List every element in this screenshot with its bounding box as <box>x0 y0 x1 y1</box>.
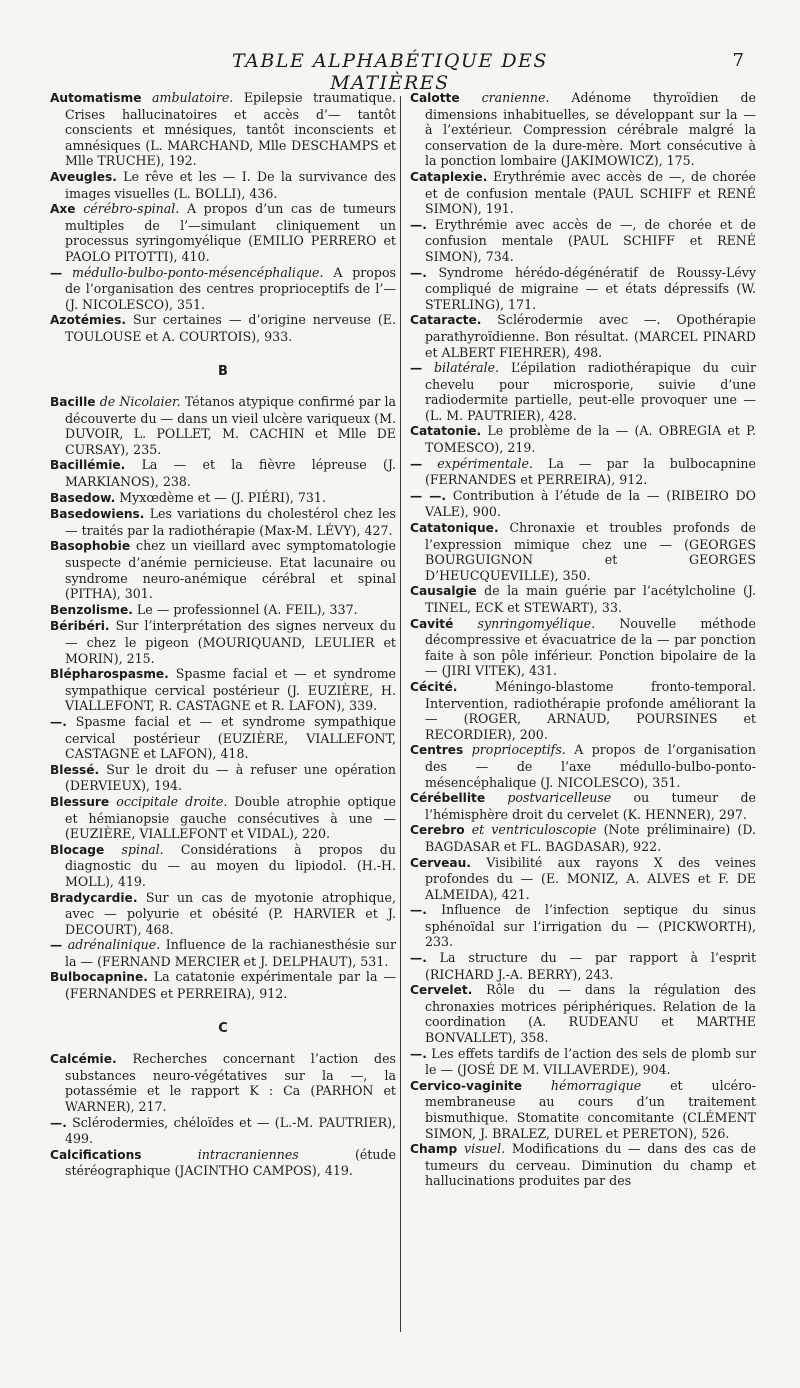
index-entry <box>50 1147 396 1179</box>
left-column <box>50 90 396 1179</box>
page-title: TABLE ALPHABÉTIQUE DES MATIÈRES <box>232 50 548 94</box>
entry-qualifier: spinal. <box>121 841 164 857</box>
index-entry <box>410 217 756 265</box>
entry-heading: Champ <box>410 1142 458 1157</box>
entry-heading: Aveugles. <box>50 169 117 184</box>
index-entry <box>50 618 396 666</box>
index-entry <box>50 969 396 1001</box>
entry-heading: Blépharospasme. <box>50 667 169 682</box>
entry-text: Visibilité aux rayons X des veines profondes du — (E. MONIZ, A. ALVES et F. DE ALMEIDA), 421. <box>425 854 756 902</box>
entry-qualifier: médullo-bulbo-ponto-mésencéphalique. <box>72 264 324 280</box>
entry-heading: —. <box>410 951 427 966</box>
entry-heading: Cataplexie. <box>410 169 488 184</box>
entry-text: La — et la fièvre lépreuse (J. MARKIANOS), 238. <box>65 457 396 490</box>
entry-heading: Cérébellite <box>410 791 486 806</box>
running-header <box>0 50 800 94</box>
entry-qualifier: proprioceptifs. <box>471 742 566 758</box>
index-entry <box>410 488 756 520</box>
index-entry <box>410 1078 756 1141</box>
entry-text: et ulcéro-membraneuse au cours d’un traitement bismuthique. Stomatite concomitante (CLÉMENT SIMON, J. BRALEZ, DUREL et PERETON), 526. <box>425 1077 756 1141</box>
entry-text: Sclérodermie avec —. Opothérapie parathyroïdienne. Bon résultat. (MARCEL PINARD et ALBERT FIEHRER), 498. <box>425 312 756 360</box>
index-entry <box>50 666 396 714</box>
entry-heading: Automatisme <box>50 91 142 105</box>
entry-text: Modifications du — dans des cas de tumeurs du cerveau. Diminution du champ et hallucinations produites par des <box>425 1141 756 1189</box>
entry-text: Erythrémie avec accès de —, de chorée et de confusion mentale (PAUL SCHIFF et RENÉ SIMON), 734. <box>425 216 756 264</box>
entry-heading: — <box>410 456 423 471</box>
index-entry <box>50 602 396 619</box>
entry-qualifier: postvaricelleuse <box>507 790 612 806</box>
entry-heading: Basophobie <box>50 539 131 554</box>
entry-text: Nouvelle méthode décompressive et évacuatrice de la — par ponction faite à son pôle inférieur. Ponction bipolaire de la — (JIRI VITEK), 431. <box>425 615 756 679</box>
index-entry <box>50 201 396 264</box>
index-entry <box>50 169 396 201</box>
entry-heading: Béribéri. <box>50 619 110 634</box>
index-entry <box>410 360 756 423</box>
entry-heading: Azotémies. <box>50 313 127 328</box>
index-entry <box>50 490 396 507</box>
entry-text: Adénome thyroïdien de dimensions inhabituelles, se développant sur la — à l’extérieur. Compression cérébrale malgré la conservation de la dure-mère. Mort consécutive à la ponction lombaire (JAKIMOWICZ), 175. <box>425 90 756 169</box>
entry-text: Sur le droit du — à refuser une opération (DERVIEUX), 194. <box>65 761 396 794</box>
section-letter: B <box>218 363 228 379</box>
entry-text: Le problème de la — (A. OBREGIA et P. TOMESCO), 219. <box>425 423 756 456</box>
index-entry <box>410 822 756 854</box>
entry-text: A propos d’un cas de tumeurs multiples de l’—simulant cliniquement un processus syringomyélique (EMILIO PERRERO et PAOLO PITOTTI), 410. <box>65 201 396 264</box>
entry-text: Contribution à l’étude de la — (RIBEIRO DO VALE), 900. <box>425 487 756 520</box>
entry-heading: — <box>50 938 63 953</box>
entry-heading: Axe <box>50 202 76 217</box>
entry-text: de la main guérie par l’acétylcholine (J. TINEL, ECK et STEWART), 33. <box>425 583 756 615</box>
index-entry <box>410 742 756 790</box>
index-entry <box>410 950 756 982</box>
entry-heading: Basedowiens. <box>50 507 145 522</box>
index-entry <box>50 457 396 489</box>
entry-heading: Cervico-vaginite <box>410 1078 523 1093</box>
entry-heading: Centres <box>410 743 464 758</box>
index-entry <box>410 616 756 679</box>
entry-heading: Bacillémie. <box>50 458 126 473</box>
entry-qualifier: occipitale droite. <box>116 793 228 809</box>
entry-qualifier: adrénalinique. <box>67 937 161 953</box>
entry-heading: —. <box>410 1046 427 1061</box>
entry-qualifier: cérébro-spinal. <box>83 201 180 217</box>
index-entry <box>410 1141 756 1189</box>
entry-qualifier: intracraniennes <box>197 1146 299 1162</box>
entry-text: chez un vieillard avec symptomatologie suspecte d’anémie pernicieuse. Etat lacunaire ou syndrome neuro-anémique cérébral et spinal (PITHA), 301. <box>65 538 396 602</box>
entry-text: ou tumeur de l’hémisphère droit du cervelet (K. HENNER), 297. <box>425 790 756 822</box>
entry-text: Méningo-blastome fronto-temporal. Intervention, radiothérapie profonde améliorant la — (ROGER, ARNAUD, POURSINES et RECORDIER), 200. <box>425 678 756 742</box>
index-entry <box>50 538 396 601</box>
entry-text: Spasme facial et — et syndrome sympathique cervical postérieur (J. EUZIÈRE, H. VIALLEFONT, R. CASTAGNE et R. LAFON), 339. <box>65 666 396 714</box>
index-entry <box>410 855 756 903</box>
entry-text: Influence de l’infection septique du sinus sphénoïdal sur l’irrigation du — (PICKWORTH), 233. <box>425 902 756 950</box>
index-entry <box>50 794 396 842</box>
entry-text: Sur un cas de myotonie atrophique, avec — polyurie et obésité (P. HARVIER et J. DECOURT), 468. <box>65 889 396 937</box>
index-entry <box>410 265 756 313</box>
entry-text: La structure du — par rapport à l’esprit (RICHARD J.-A. BERRY), 243. <box>425 950 756 982</box>
index-entry <box>410 902 756 950</box>
index-entry <box>410 583 756 615</box>
index-entry <box>50 1051 396 1114</box>
index-entry <box>50 1115 396 1147</box>
entry-heading: Calcémie. <box>50 1052 117 1067</box>
entry-heading: Blessé. <box>50 762 100 777</box>
entry-text: Spasme facial et — et syndrome sympathique cervical postérieur (EUZIÈRE, VIALLEFONT, CASTAGNE et LAFON), 418. <box>65 713 396 762</box>
entry-text: Sur l’interprétation des signes nerveux du — chez le pigeon (MOURIQUAND, LEULIER et MORIN), 215. <box>65 618 396 666</box>
index-entry <box>50 506 396 538</box>
index-entry <box>410 456 756 488</box>
section-letter: C <box>218 1020 228 1036</box>
entry-heading: Catatonie. <box>410 424 482 439</box>
entry-text: Syndrome hérédo-dégénératif de Roussy-Lévy compliqué de migraine — et états dépressifs (W. STERLING), 171. <box>425 264 756 312</box>
index-entry <box>50 90 396 169</box>
index-entry <box>50 842 396 890</box>
index-entry <box>50 714 396 762</box>
entry-qualifier: et ventriculoscopie <box>471 822 597 838</box>
entry-heading: —. <box>410 217 427 232</box>
entry-heading: Blocage <box>50 842 105 857</box>
entry-qualifier: ambulatoire. <box>152 90 234 105</box>
entry-text: Les effets tardifs de l’action des sels de plomb sur le — (JOSÉ DE M. VILLAVERDE), 904. <box>425 1045 756 1078</box>
index-entry <box>410 169 756 217</box>
entry-heading: Catatonique. <box>410 521 499 536</box>
entry-text: Tétanos atypique confirmé par la découverte du — dans un vieil ulcère variqueux (M. DUVOIR, L. POLLET, M. CACHIN et Mlle DE CURSAY), 235. <box>65 394 397 457</box>
entry-text: Recherches concernant l’action des substances neuro-végétatives sur la —, la potassémie et le rapport K : Ca (PARHON et WARNER), 217. <box>65 1051 396 1115</box>
entry-text: La catatonie expérimentale par la — (FERNANDES et PERREIRA), 912. <box>65 969 396 1002</box>
entry-text: Epilepsie traumatique. Crises hallucinatoires et accès d’— tantôt conscients et mnésiques, tantôt inconscients et amnésiques (L. MARCHAND, Mlle DESCHAMPS et Mlle TRUCHE), 192. <box>65 90 396 169</box>
index-entry <box>50 312 396 344</box>
entry-text: Erythrémie avec accès de —, de chorée et de confusion mentale (PAUL SCHIFF et RENÉ SIMON), 191. <box>425 168 756 217</box>
entry-heading: Cerveau. <box>410 855 471 870</box>
entry-heading: Benzolisme. <box>50 602 133 617</box>
entry-heading: Calcifications <box>50 1147 142 1162</box>
entry-text: Le rêve et les — I. De la survivance des images visuelles (L. BOLLI), 436. <box>65 168 396 201</box>
entry-qualifier: hémorragique <box>550 1077 642 1093</box>
index-entry <box>410 982 756 1045</box>
entry-text: Myxœdème et — (J. PIÉRI), 731. <box>119 489 326 505</box>
entry-text: Considérations à propos du diagnostic du — au moyen du lipiodol. (H.-H. MOLL), 419. <box>65 841 396 889</box>
entry-heading: — —. <box>410 488 447 503</box>
entry-qualifier: synringomyélique. <box>477 615 596 631</box>
entry-text: (Note préliminaire) (D. BAGDASAR et FL. BAGDASAR), 922. <box>425 822 756 854</box>
entry-heading: Cavité <box>410 616 454 631</box>
entry-heading: Causalgie <box>410 584 477 599</box>
entry-qualifier: expérimentale. <box>437 455 533 471</box>
index-entry <box>410 790 756 822</box>
entry-text: Double atrophie optique et hémianopsie gauche consécutives à une — (EUZIÈRE, VIALLEFONT et VIDAL), 220. <box>65 793 396 842</box>
page-number: 7 <box>732 50 744 71</box>
entry-heading: —. <box>50 1115 67 1130</box>
entry-heading: Cataracte. <box>410 313 482 328</box>
entry-text: A propos de l’organisation des — de l’axe médullo-bulbo-ponto-mésencéphalique (J. NICOLESCO), 351. <box>425 742 756 790</box>
entry-text: Les variations du cholestérol chez les — traités par la radiothérapie (Max-M. LÉVY), 427. <box>65 506 396 538</box>
entry-heading: Bulbocapnine. <box>50 970 148 985</box>
index-entry <box>410 1046 756 1078</box>
entry-text: Rôle du — dans la régulation des chronaxies motrices périphériques. Relation de la coordination (A. RUDEANU et MARTHE BONVALLET), 358. <box>425 982 756 1046</box>
entry-text: Le — professionnel (A. FEIL), 337. <box>136 601 358 617</box>
index-entry <box>50 265 396 313</box>
index-entry <box>410 312 756 360</box>
entry-qualifier: de Nicolaier. <box>99 394 181 410</box>
entry-heading: Bacille <box>50 395 96 410</box>
index-entry <box>410 90 756 169</box>
entry-heading: —. <box>410 265 427 280</box>
entry-heading: Blessure <box>50 794 110 809</box>
entry-heading: —. <box>410 903 427 918</box>
index-entry <box>50 937 396 969</box>
entry-heading: Cervelet. <box>410 983 473 998</box>
index-entry <box>410 423 756 455</box>
index-entry <box>50 394 396 457</box>
entry-qualifier: visuel. <box>463 1141 506 1157</box>
entry-text: L’épilation radiothérapique du cuir chevelu pour microsporie, suivie d’une radiodermite partielle, peut-elle provoquer une — (L. M. PAUTRIER), 428. <box>425 360 756 423</box>
entry-text: Sur certaines — d’origine nerveuse (E. TOULOUSE et A. COURTOIS), 933. <box>65 312 397 344</box>
entry-qualifier: cranienne. <box>481 90 550 105</box>
entry-heading: — <box>410 361 423 376</box>
entry-text: La — par la bulbocapnine (FERNANDES et PERREIRA), 912. <box>425 455 756 488</box>
index-entry <box>410 520 756 583</box>
entry-heading: — <box>50 265 63 280</box>
entry-heading: Bradycardie. <box>50 890 138 905</box>
index-entry <box>50 890 396 938</box>
entry-text: (étude stéréographique (JACINTHO CAMPOS), 419. <box>65 1146 396 1179</box>
entry-heading: Basedow. <box>50 490 116 505</box>
entry-text: Chronaxie et troubles profonds de l’expression mimique chez une — (GEORGES BOURGUIGNON et GEORGES D’HEUCQUEVILLE), 350. <box>425 520 756 583</box>
right-column <box>410 90 756 1189</box>
entry-qualifier: bilatérale. <box>433 360 500 376</box>
entry-heading: Cerebro <box>410 823 465 838</box>
entry-heading: Calotte <box>410 91 460 105</box>
entry-heading: —. <box>50 714 67 729</box>
entry-heading: Cécité. <box>410 679 458 694</box>
entry-text: A propos de l’organisation des centres proprioceptifs de l’— (J. NICOLESCO), 351. <box>65 264 396 312</box>
column-divider <box>400 96 401 1332</box>
index-entry <box>50 762 396 794</box>
entry-text: Influence de la rachianesthésie sur la — (FERNAND MERCIER et J. DELPHAUT), 531. <box>65 937 396 969</box>
index-entry <box>410 679 756 742</box>
entry-text: Sclérodermies, chéloïdes et — (L.-M. PAUTRIER), 499. <box>65 1114 396 1147</box>
